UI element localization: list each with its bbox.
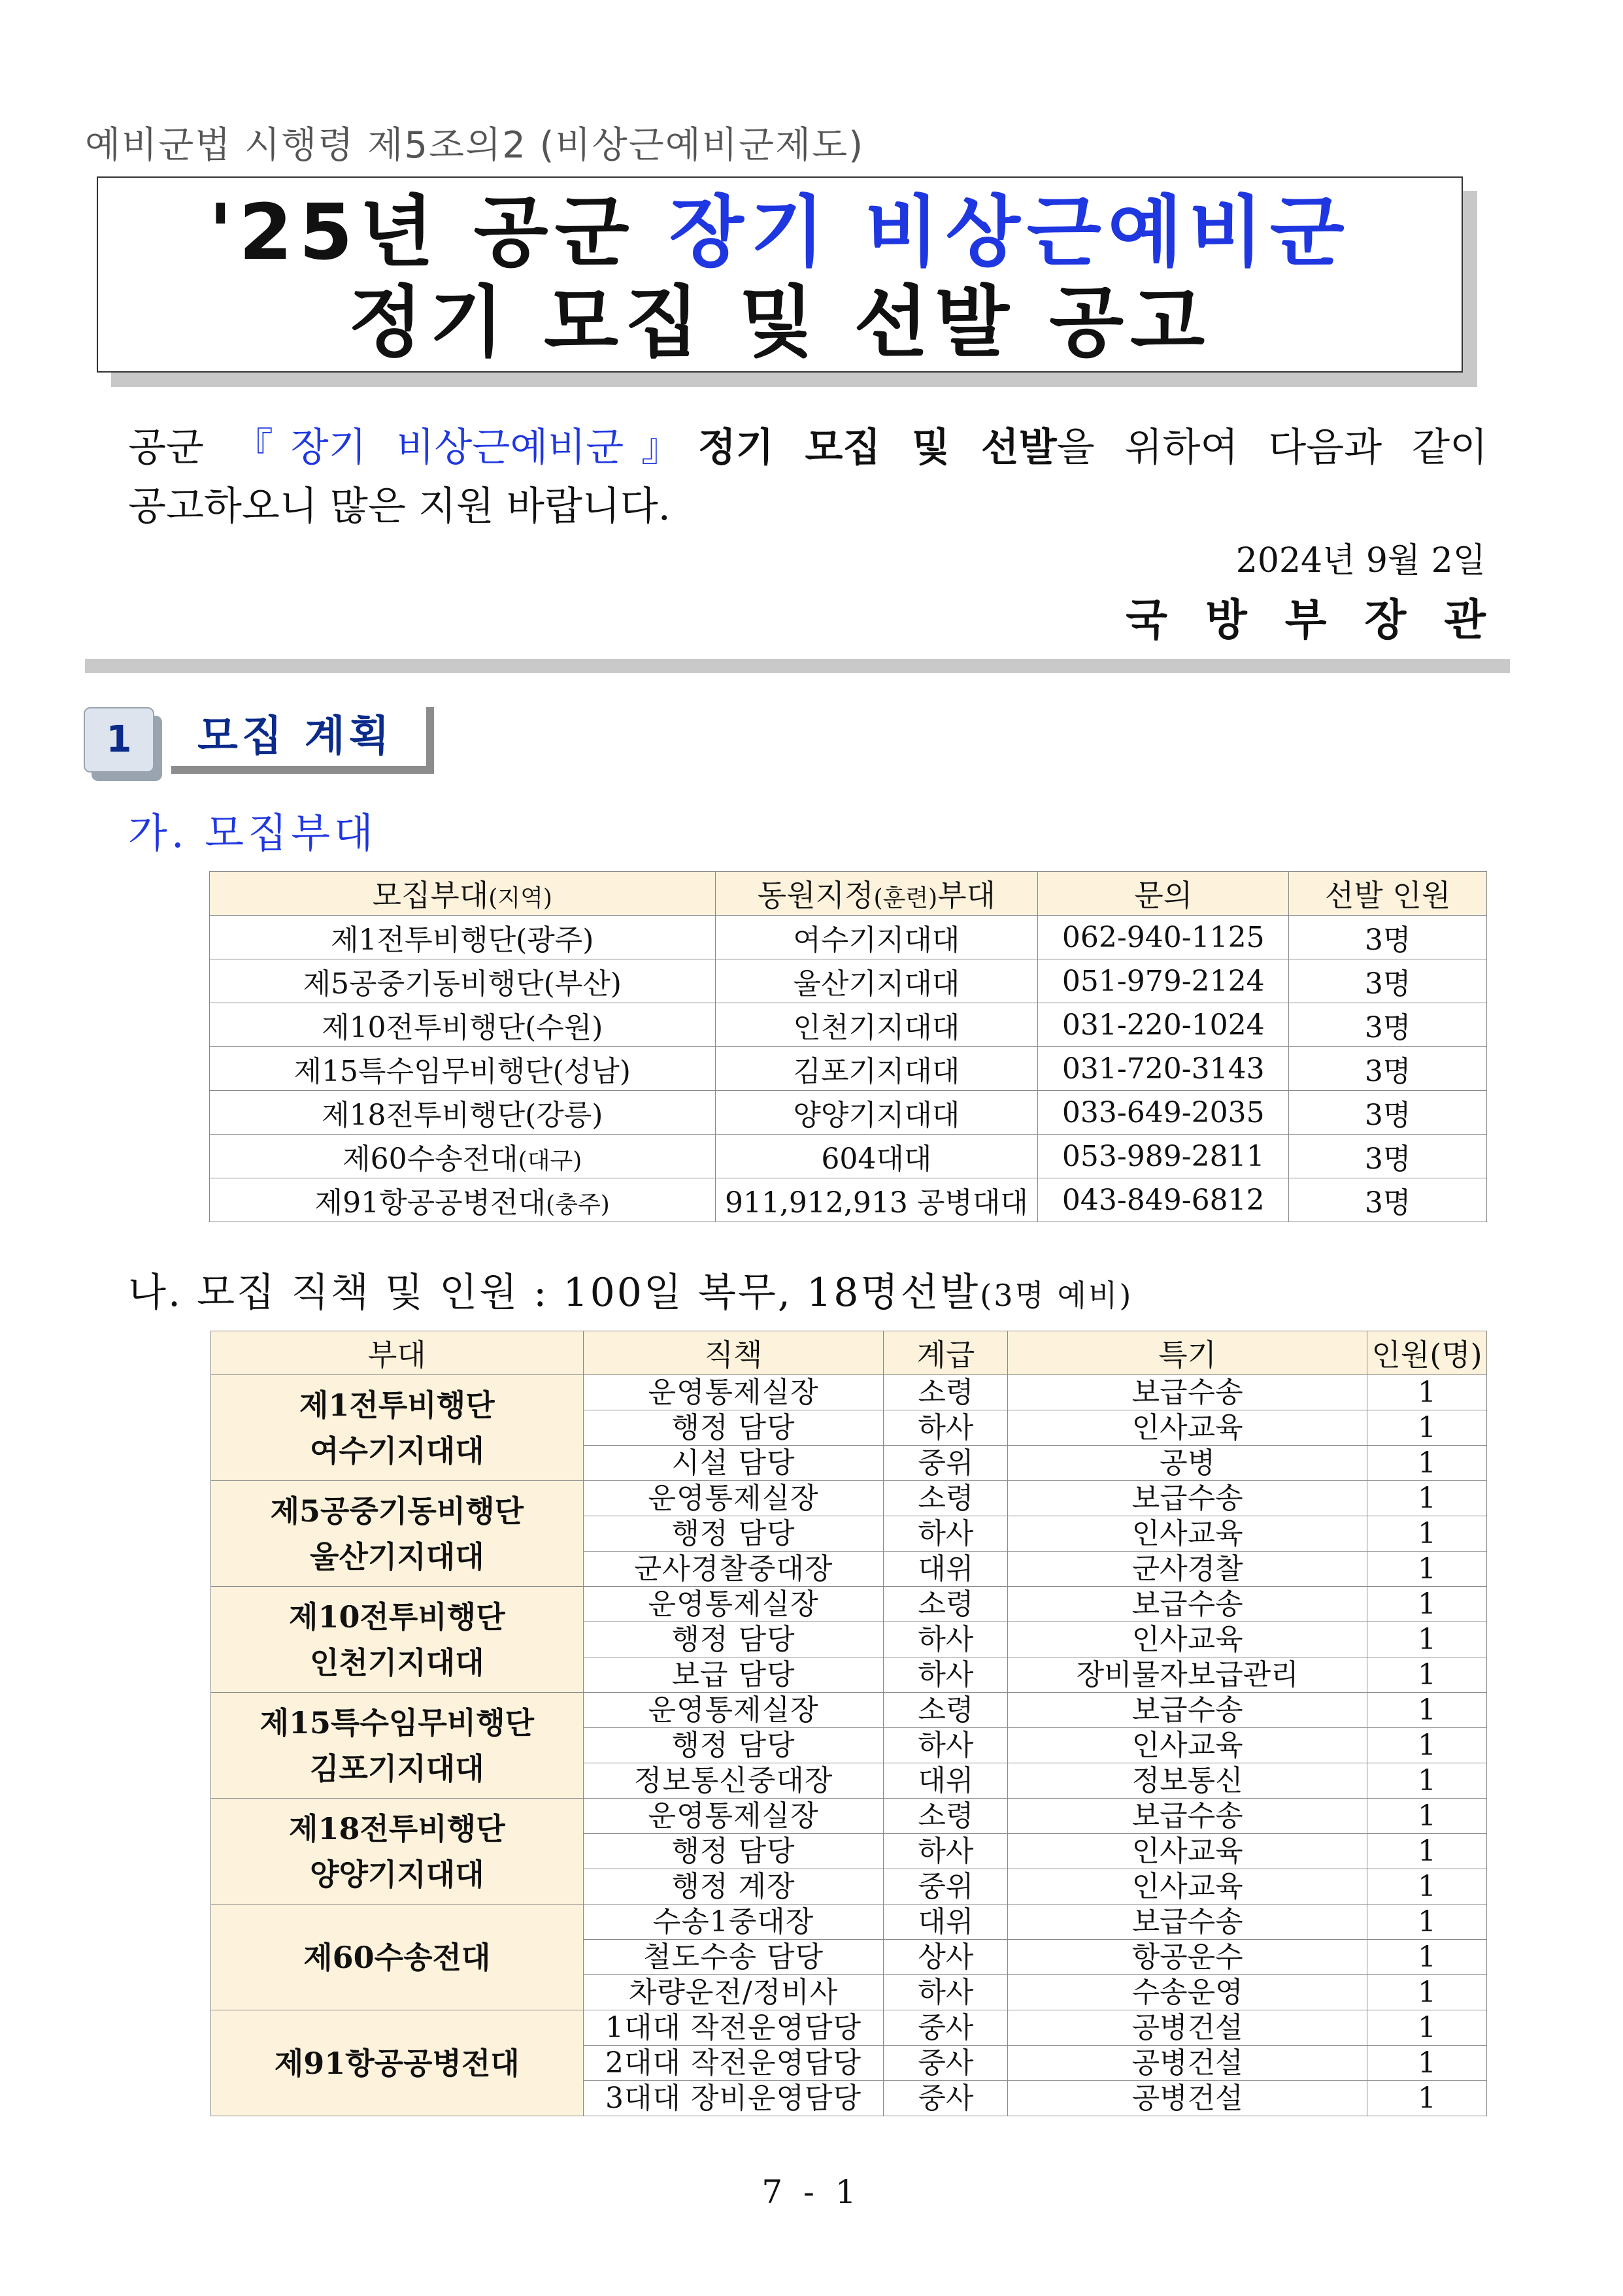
cell-count: 1: [1367, 1834, 1487, 1869]
header-role: 직책: [583, 1331, 884, 1375]
intro-line-1: [128, 418, 1488, 477]
table-row: [210, 916, 1487, 959]
header-contact: 문의: [1038, 872, 1289, 916]
cell-count: 1: [1367, 2081, 1487, 2116]
table-row: [210, 1047, 1487, 1091]
intro-text-2: 을 위하여 다음과 같이: [1056, 425, 1488, 471]
cell-specialty: 군사경찰: [1008, 1552, 1367, 1587]
cell-count: 1: [1367, 1799, 1487, 1834]
cell-role: 시설 담당: [583, 1446, 884, 1481]
header-mob-tail: 부대: [937, 878, 996, 913]
cell-mobilization-unit: 인천기지대대: [715, 1003, 1038, 1047]
cell-count: 1: [1367, 1940, 1487, 1975]
cell-count: 1: [1367, 1869, 1487, 1905]
cell-role: 행정 계장: [583, 1869, 884, 1905]
title-highlight: 장기 비상근예비군: [669, 187, 1351, 277]
cell-specialty: 공병건설: [1008, 2010, 1367, 2046]
cell-rank: 대위: [884, 1763, 1008, 1799]
cell-unit-name: 제1전투비행단(광주): [331, 923, 594, 957]
cell-specialty: 인사교육: [1008, 1516, 1367, 1552]
header-unit: [210, 872, 716, 916]
cell-rank: 소령: [884, 1799, 1008, 1834]
cell-role: 운영통제실장: [583, 1693, 884, 1728]
cell-contact: 043-849-6812: [1038, 1178, 1289, 1222]
cell-unit: [211, 1905, 584, 2010]
cell-count: 1: [1367, 1905, 1487, 1940]
table-row: [211, 1799, 1487, 1834]
cell-rank: 하사: [884, 1975, 1008, 2010]
cell-role: 운영통제실장: [583, 1587, 884, 1622]
cell-rank: 중위: [884, 1446, 1008, 1481]
cell-unit-name: 제18전투비행단(강릉): [322, 1099, 603, 1132]
cell-unit-name: 제60수송전대: [343, 1142, 518, 1176]
cell-count: 1: [1367, 1763, 1487, 1799]
cell-specialty: 보급수송: [1008, 1693, 1367, 1728]
cell-role: 정보통신중대장: [583, 1763, 884, 1799]
cell-unit: [211, 1481, 584, 1587]
cell-contact: 062-940-1125: [1038, 916, 1289, 959]
cell-specialty: 보급수송: [1008, 1375, 1367, 1410]
cell-count: 1: [1367, 1516, 1487, 1552]
cell-unit: [210, 1091, 716, 1135]
cell-unit-line-1: 제15특수임무비행단: [259, 1705, 535, 1740]
cell-count: 3명: [1289, 1091, 1487, 1135]
divider: [85, 659, 1510, 673]
cell-contact: 033-649-2035: [1038, 1091, 1289, 1135]
cell-role: 군사경찰중대장: [583, 1552, 884, 1587]
table-row: [210, 959, 1487, 1003]
cell-count: 1: [1367, 1446, 1487, 1481]
cell-role: 운영통제실장: [583, 1799, 884, 1834]
cell-role: 행정 담당: [583, 1728, 884, 1763]
cell-unit-region: (충주): [546, 1191, 610, 1218]
cell-count: 3명: [1289, 1003, 1487, 1047]
cell-unit: [211, 1693, 584, 1799]
cell-rank: 대위: [884, 1905, 1008, 1940]
table-row: [210, 1003, 1487, 1047]
cell-rank: 하사: [884, 1728, 1008, 1763]
cell-unit-line-2: 여수기지대대: [310, 1433, 484, 1469]
cell-rank: 소령: [884, 1693, 1008, 1728]
cell-unit-name: 제15특수임무비행단(성남): [293, 1055, 631, 1088]
header-count: 선발 인원: [1289, 872, 1487, 916]
cell-unit-line-2: 울산기지대대: [310, 1539, 484, 1574]
cell-contact: 051-979-2124: [1038, 959, 1289, 1003]
cell-unit: [211, 1375, 584, 1481]
cell-rank: 대위: [884, 1552, 1008, 1587]
cell-specialty: 장비물자보급관리: [1008, 1657, 1367, 1693]
cell-count: 3명: [1289, 959, 1487, 1003]
cell-rank: 중사: [884, 2010, 1008, 2046]
announcement-date: 2024년 9월 2일: [1235, 541, 1486, 580]
cell-unit: [211, 1587, 584, 1693]
header-rank: 계급: [884, 1331, 1008, 1375]
cell-specialty: 인사교육: [1008, 1622, 1367, 1657]
cell-specialty: 항공운수: [1008, 1940, 1367, 1975]
cell-unit-line-2: 인천기지대대: [310, 1644, 484, 1680]
cell-mobilization-unit: 604대대: [715, 1135, 1038, 1178]
cell-role: 행정 담당: [583, 1834, 884, 1869]
table-row: [211, 1375, 1487, 1410]
cell-count: 3명: [1289, 1047, 1487, 1091]
cell-specialty: 수송운영: [1008, 1975, 1367, 2010]
table-row: [211, 2010, 1487, 2046]
cell-unit-line-1: 제18전투비행단: [289, 1810, 505, 1846]
units-table: [209, 871, 1487, 1222]
subsection-a-title: 가. 모집부대: [128, 809, 377, 857]
header-specialty: 특기: [1008, 1331, 1367, 1375]
cell-unit-line-2: 김포기지대대: [310, 1750, 484, 1786]
cell-unit-name: 제10전투비행단(수원): [322, 1011, 603, 1044]
issuer: 국방부장관: [1126, 595, 1524, 645]
cell-specialty: 보급수송: [1008, 1587, 1367, 1622]
cell-count: 3명: [1289, 1178, 1487, 1222]
subsection-b-title: [128, 1261, 1133, 1318]
cell-count: 1: [1367, 1410, 1487, 1446]
cell-rank: 소령: [884, 1481, 1008, 1516]
title-box: [97, 176, 1463, 373]
cell-role: 3대대 장비운영담당: [583, 2081, 884, 2116]
cell-unit-line-1: 제91항공공병전대: [274, 2045, 520, 2081]
cell-mobilization-unit: 여수기지대대: [715, 916, 1038, 959]
cell-count: 1: [1367, 1657, 1487, 1693]
intro-program-name: 『장기 비상근예비군』: [233, 425, 698, 471]
cell-unit-name: 제5공중기동비행단(부산): [303, 967, 622, 1001]
cell-unit: [210, 1003, 716, 1047]
cell-specialty: 인사교육: [1008, 1869, 1367, 1905]
cell-rank: 중위: [884, 1869, 1008, 1905]
cell-rank: 하사: [884, 1657, 1008, 1693]
cell-specialty: 공병: [1008, 1446, 1367, 1481]
cell-mobilization-unit: 911,912,913 공병대대: [715, 1178, 1038, 1222]
cell-unit-line-2: 양양기지대대: [310, 1856, 484, 1892]
table-row: [211, 1693, 1487, 1728]
cell-rank: 중사: [884, 2081, 1008, 2116]
cell-role: 행정 담당: [583, 1516, 884, 1552]
units-table-header: [210, 872, 1487, 916]
cell-role: 철도수송 담당: [583, 1940, 884, 1975]
title-line-1: [98, 187, 1462, 277]
table-row: [210, 1135, 1487, 1178]
cell-role: 보급 담당: [583, 1657, 884, 1693]
cell-rank: 소령: [884, 1587, 1008, 1622]
table-row: [210, 1091, 1487, 1135]
law-reference: 예비군법 시행령 제5조의2 (비상근예비군제도): [85, 124, 865, 167]
cell-role: 차량운전/정비사: [583, 1975, 884, 2010]
cell-role: 1대대 작전운영담당: [583, 2010, 884, 2046]
cell-specialty: 보급수송: [1008, 1799, 1367, 1834]
cell-count: 1: [1367, 1975, 1487, 2010]
cell-count: 1: [1367, 1375, 1487, 1410]
header-unit-sub: (지역): [488, 885, 552, 912]
cell-role: 운영통제실장: [583, 1481, 884, 1516]
cell-role: 행정 담당: [583, 1410, 884, 1446]
cell-specialty: 보급수송: [1008, 1905, 1367, 1940]
cell-mobilization-unit: 양양기지대대: [715, 1091, 1038, 1135]
cell-mobilization-unit: 울산기지대대: [715, 959, 1038, 1003]
intro-text-1: 공군: [128, 425, 234, 471]
cell-rank: 하사: [884, 1516, 1008, 1552]
cell-unit-line-1: 제10전투비행단: [289, 1599, 505, 1635]
table-row: [210, 1178, 1487, 1222]
cell-count: 1: [1367, 1728, 1487, 1763]
cell-count: 1: [1367, 1481, 1487, 1516]
title-line-2: 정기 모집 및 선발 공고: [348, 277, 1212, 367]
cell-unit: [210, 1178, 716, 1222]
cell-contact: 031-720-3143: [1038, 1047, 1289, 1091]
cell-unit-region: (대구): [518, 1148, 582, 1174]
cell-role: 2대대 작전운영담당: [583, 2046, 884, 2081]
header-unit-main: 모집부대: [372, 878, 489, 913]
table-row: [211, 1587, 1487, 1622]
cell-unit: [210, 1047, 716, 1091]
page-number: 7 - 1: [761, 2173, 862, 2211]
header-mobilization: [715, 872, 1038, 916]
cell-unit: [210, 916, 716, 959]
cell-count: 1: [1367, 2046, 1487, 2081]
cell-count: 1: [1367, 1622, 1487, 1657]
cell-mobilization-unit: 김포기지대대: [715, 1047, 1038, 1091]
intro-bold-text: 정기 모집 및 선발: [697, 425, 1057, 471]
cell-count: 1: [1367, 1587, 1487, 1622]
cell-rank: 소령: [884, 1375, 1008, 1410]
section-title: 모집 계획: [171, 707, 434, 774]
positions-table: [210, 1331, 1487, 2116]
table-row: [211, 1481, 1487, 1516]
cell-unit-line-1: 제5공중기동비행단: [270, 1493, 524, 1529]
subsection-b-tail: (3명 예비): [980, 1278, 1133, 1313]
cell-specialty: 공병건설: [1008, 2046, 1367, 2081]
cell-rank: 하사: [884, 1834, 1008, 1869]
cell-specialty: 인사교육: [1008, 1834, 1367, 1869]
cell-rank: 하사: [884, 1622, 1008, 1657]
title-prefix: '25년 공군: [209, 187, 669, 277]
header-count: 인원(명): [1367, 1331, 1487, 1375]
cell-unit: [210, 1135, 716, 1178]
cell-unit-name: 제91항공공병전대: [314, 1186, 546, 1220]
intro-line-2: 공고하오니 많은 지원 바랍니다.: [128, 484, 671, 529]
cell-rank: 하사: [884, 1410, 1008, 1446]
cell-contact: 031-220-1024: [1038, 1003, 1289, 1047]
subsection-b-main: 나. 모집 직책 및 인원 : 100일 복무, 18명선발: [128, 1270, 980, 1316]
table-row: [211, 1905, 1487, 1940]
cell-count: 3명: [1289, 916, 1487, 959]
cell-count: 3명: [1289, 1135, 1487, 1178]
cell-specialty: 정보통신: [1008, 1763, 1367, 1799]
cell-role: 행정 담당: [583, 1622, 884, 1657]
cell-specialty: 인사교육: [1008, 1728, 1367, 1763]
cell-specialty: 인사교육: [1008, 1410, 1367, 1446]
header-unit: 부대: [211, 1331, 584, 1375]
cell-role: 운영통제실장: [583, 1375, 884, 1410]
cell-specialty: 공병건설: [1008, 2081, 1367, 2116]
cell-contact: 053-989-2811: [1038, 1135, 1289, 1178]
cell-role: 수송1중대장: [583, 1905, 884, 1940]
cell-count: 1: [1367, 1552, 1487, 1587]
cell-rank: 상사: [884, 1940, 1008, 1975]
cell-unit: [210, 959, 716, 1003]
positions-table-header: [211, 1331, 1487, 1375]
cell-unit-line-1: 제1전투비행단: [299, 1387, 495, 1423]
cell-unit: [211, 2010, 584, 2116]
header-mob-sub: (훈련): [873, 885, 938, 912]
cell-unit-line-1: 제60수송전대: [303, 1939, 491, 1975]
cell-specialty: 보급수송: [1008, 1481, 1367, 1516]
cell-count: 1: [1367, 2010, 1487, 2046]
section-number: 1: [84, 707, 154, 773]
header-mob-main: 동원지정: [757, 878, 874, 913]
cell-rank: 중사: [884, 2046, 1008, 2081]
cell-unit: [211, 1799, 584, 1905]
cell-count: 1: [1367, 1693, 1487, 1728]
